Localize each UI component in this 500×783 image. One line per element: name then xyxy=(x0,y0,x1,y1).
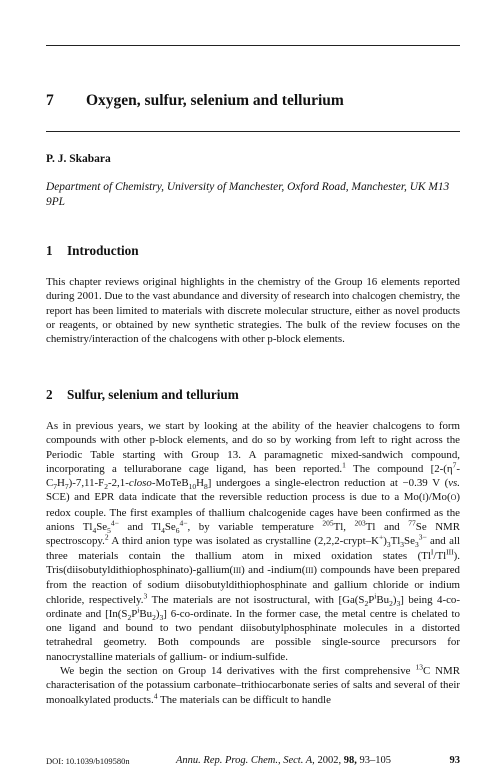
section-2-body xyxy=(46,419,460,707)
introduction-text: This chapter reviews original highlights in the chemistry of the Group 16 elements reported during 2001. Due to the vast abundance and diversity of research into chalcogen chemistry, the report has been limited to materials with discrete molecular structure, either as novel products or reagents, or obtained by new synthetic strategies. The bulk of the review focuses on the chemistry/interaction of the chalcogens with other p-block elements. xyxy=(46,276,460,346)
page-number: 93 xyxy=(449,755,460,766)
chapter-title: Oxygen, sulfur, selenium and tellurium xyxy=(86,92,344,109)
chapter-rule xyxy=(46,131,460,132)
chapter-heading xyxy=(46,92,344,110)
body-paragraph: As in previous years, we start by looking at the ability of the heavier chalcogens to form compounds with other p-block elements, and do so by working from left to right across the Periodic Table starting with Group 13. A paramagnetic mixed-sandwich compound, incorporating a telluraborane cage ligand, has been reported.$^1$ The compound $[2-(\eta^7-C_7H_7)-7,11-F_2-2,1-closo-MoTeB_{10}H_8]$ undergoes a single-electron reduction at −0.39 V (vs. SCE) and EPR data indicate that the reversible reduction process is due to a Mo(I)/Mo(O) redox couple. The first examples of thallium chalcogenide cages have been confirmed as the anions $Tl_4Se_5^{4-}$ and $Tl_4Se_6^{4-}$, by variable temperature $^{205}$Tl, $^{203}$Tl and $^{77}$Se NMR spectroscopy.$^2$ A third anion type was isolated as crystalline $(2,2,2-crypt-K^+)_3Tl_3Se_3^{3-}$ and all three materials contain the thallium atom in mixed oxidation states $(Tl^I/Tl^{III})$. Tris(diisobutyldithiophosphinato)-gallium(III) and -indium(III) compounds have been prepared from the reaction of sodium diisobutyldithiophosphinate and gallium chloride or indium chloride, respectively.$^3$ The materials are not isostructural, with $[Ga(S_2P^iBu_2)_3]$ being 4-co-ordinate and $[In(S_2P^iBu_2)_3]$ 6-co-ordinate. In the former case, the metal centre is chelated to one ligand and bound to two pendant diisobutylphosphinate molecules in a distorted tetrahedral geometry. Both compounds are possible single-source precursors for nanocrystalline materials of gallium- or indium-sulfide. xyxy=(46,420,461,663)
journal-year: 2002, xyxy=(317,755,342,766)
journal-volume: 98, xyxy=(343,755,357,766)
top-rule xyxy=(46,45,460,46)
author-affiliation: Department of Chemistry, University of Manchester, Oxford Road, Manchester, UK M13 9PL xyxy=(46,181,450,208)
chapter-number: 7 xyxy=(46,92,54,109)
section-title: Sulfur, selenium and tellurium xyxy=(67,387,239,402)
author-name: P. J. Skabara xyxy=(46,153,111,165)
section-title: Introduction xyxy=(67,243,139,258)
journal-name: Annu. Rep. Prog. Chem., Sect. A, xyxy=(176,755,315,766)
body-paragraph: We begin the section on Group 14 derivatives with the first comprehensive $^{13}$C NMR characterisation of the potassium carbonate–trithiocarbonate series of salts and several of their monoalkylated products.$^4$ The materials can be difficult to handle xyxy=(46,662,460,706)
section-number: 2 xyxy=(46,387,53,402)
section-heading-introduction xyxy=(46,243,139,259)
doi-label: DOI: 10.1039/b109580n xyxy=(46,756,130,766)
introduction-paragraph xyxy=(46,275,460,346)
section-heading-sulfur-selenium-tellurium xyxy=(46,387,239,403)
section-number: 1 xyxy=(46,243,53,258)
journal-citation xyxy=(176,755,391,766)
journal-pages: 93–105 xyxy=(359,755,391,766)
